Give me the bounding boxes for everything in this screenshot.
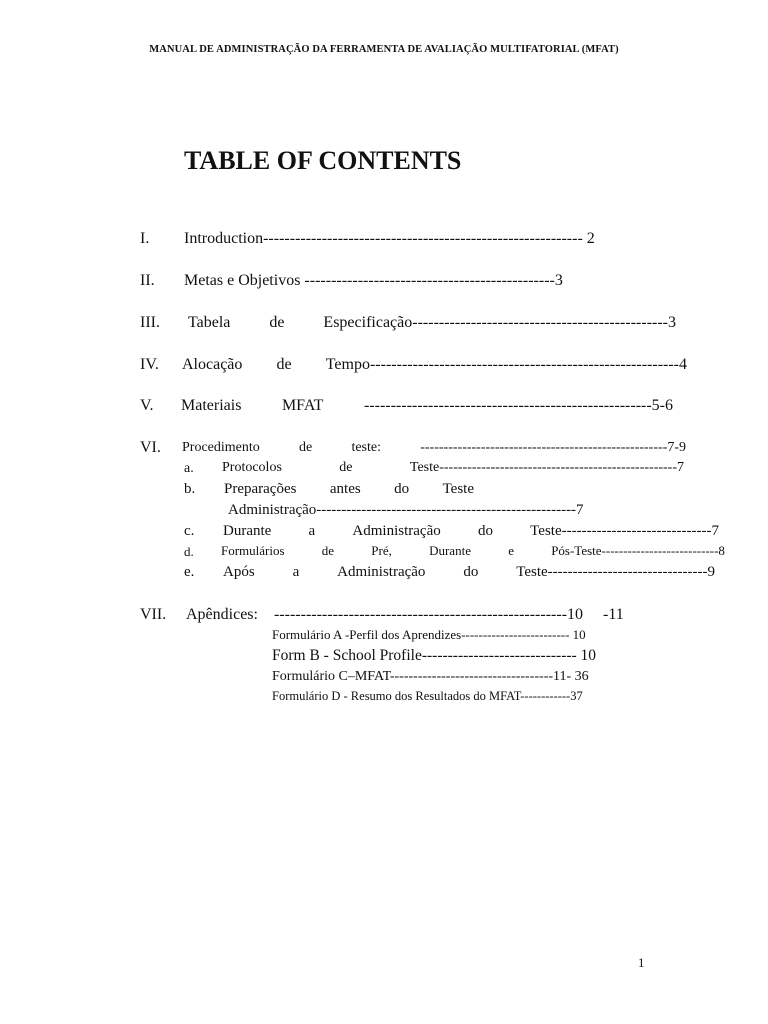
toc-word: do	[477, 523, 493, 539]
toc-word: Teste---------------------------------------------------7	[409, 460, 684, 475]
toc-word: Procedimento	[182, 440, 260, 455]
toc-numeral: V.	[140, 397, 154, 414]
toc-word: Preparações	[224, 481, 297, 497]
toc-sub-letter: e.	[184, 564, 195, 580]
toc-word: de	[299, 440, 313, 455]
toc-word: Protocolos	[222, 460, 282, 475]
toc-word: Durante	[223, 523, 272, 539]
toc-appendix-form-d: Formulário D - Resumo dos Resultados do MFAT------------37	[272, 689, 583, 703]
toc-entry-protocolos	[222, 460, 684, 476]
toc-word: Teste	[442, 481, 474, 497]
toc-entry-introduction: Introduction------------------------------------------------------------ 2	[184, 230, 595, 247]
toc-word: Especificação------------------------------------------------3	[323, 314, 676, 331]
toc-sub-letter: a.	[184, 461, 194, 476]
toc-numeral: I.	[140, 230, 150, 247]
toc-word: Pré,	[371, 543, 392, 558]
toc-word: de	[276, 356, 292, 373]
toc-word: do	[463, 564, 479, 580]
toc-entry-preparacoes	[224, 481, 474, 498]
toc-word: Alocação	[182, 356, 243, 373]
toc-entry-materiais	[181, 397, 673, 415]
toc-word: e	[508, 543, 514, 558]
toc-entry-alocacao	[182, 356, 687, 374]
toc-word: Teste--------------------------------9	[516, 564, 715, 580]
toc-entry-durante	[223, 523, 719, 540]
toc-word: a	[308, 523, 316, 539]
toc-word: MFAT	[281, 397, 324, 414]
toc-sub-letter: d.	[184, 544, 194, 559]
page-number: 1	[638, 955, 645, 970]
toc-word: de	[321, 543, 335, 558]
toc-entry-formularios	[221, 543, 725, 559]
toc-word: Após	[223, 564, 255, 580]
toc-word: teste:	[351, 440, 381, 455]
toc-numeral: III.	[140, 314, 160, 331]
toc-word: Tempo----------------------------------------------------------4	[325, 356, 687, 373]
toc-word: -----------------------------------------------------7-9	[420, 440, 686, 455]
toc-word: Pós-Teste---------------------------8	[551, 543, 725, 558]
toc-word: Administração	[337, 564, 426, 580]
toc-word: Formulários	[221, 543, 285, 558]
page-title: TABLE OF CONTENTS	[184, 146, 462, 175]
toc-word: Teste------------------------------7	[530, 523, 719, 539]
toc-numeral: IV.	[140, 356, 159, 373]
toc-word: de	[269, 314, 285, 331]
toc-word: antes	[329, 481, 361, 497]
toc-entry-preparacoes-cont: Administração----------------------------------------------------7	[228, 502, 584, 518]
toc-numeral: VII.	[140, 606, 167, 623]
toc-appendix-form-c: Formulário C–MFAT-----------------------------------11- 36	[272, 669, 589, 684]
toc-numeral: VI.	[140, 439, 161, 456]
toc-word: a	[292, 564, 300, 580]
toc-appendix-form-a: Formulário A -Perfil dos Aprendizes------------------------- 10	[272, 627, 586, 642]
toc-sub-letter: b.	[184, 481, 196, 497]
toc-entry-procedimento	[182, 440, 686, 456]
toc-numeral: II.	[140, 272, 155, 289]
toc-appendix-form-b: Form B - School Profile------------------------------ 10	[272, 647, 597, 664]
toc-word: Administração	[352, 523, 441, 539]
toc-word: de	[339, 460, 353, 475]
toc-entry-apos	[223, 564, 715, 581]
toc-word: Durante	[429, 543, 471, 558]
toc-entry-tabela	[188, 314, 676, 332]
toc-word: do	[394, 481, 410, 497]
toc-entry-apendices: Apêndices: -------------------------------------------------------10 -11	[186, 606, 624, 623]
running-header: MANUAL DE ADMINISTRAÇÃO DA FERRAMENTA DE AVALIAÇÃO MULTIFATORIAL (MFAT)	[149, 44, 619, 55]
toc-sub-letter: c.	[184, 523, 195, 539]
toc-word: Tabela	[188, 314, 231, 331]
toc-word: Materiais	[181, 397, 242, 414]
toc-word: ------------------------------------------------------5-6	[363, 397, 673, 414]
toc-entry-metas: Metas e Objetivos -----------------------------------------------3	[184, 272, 563, 289]
